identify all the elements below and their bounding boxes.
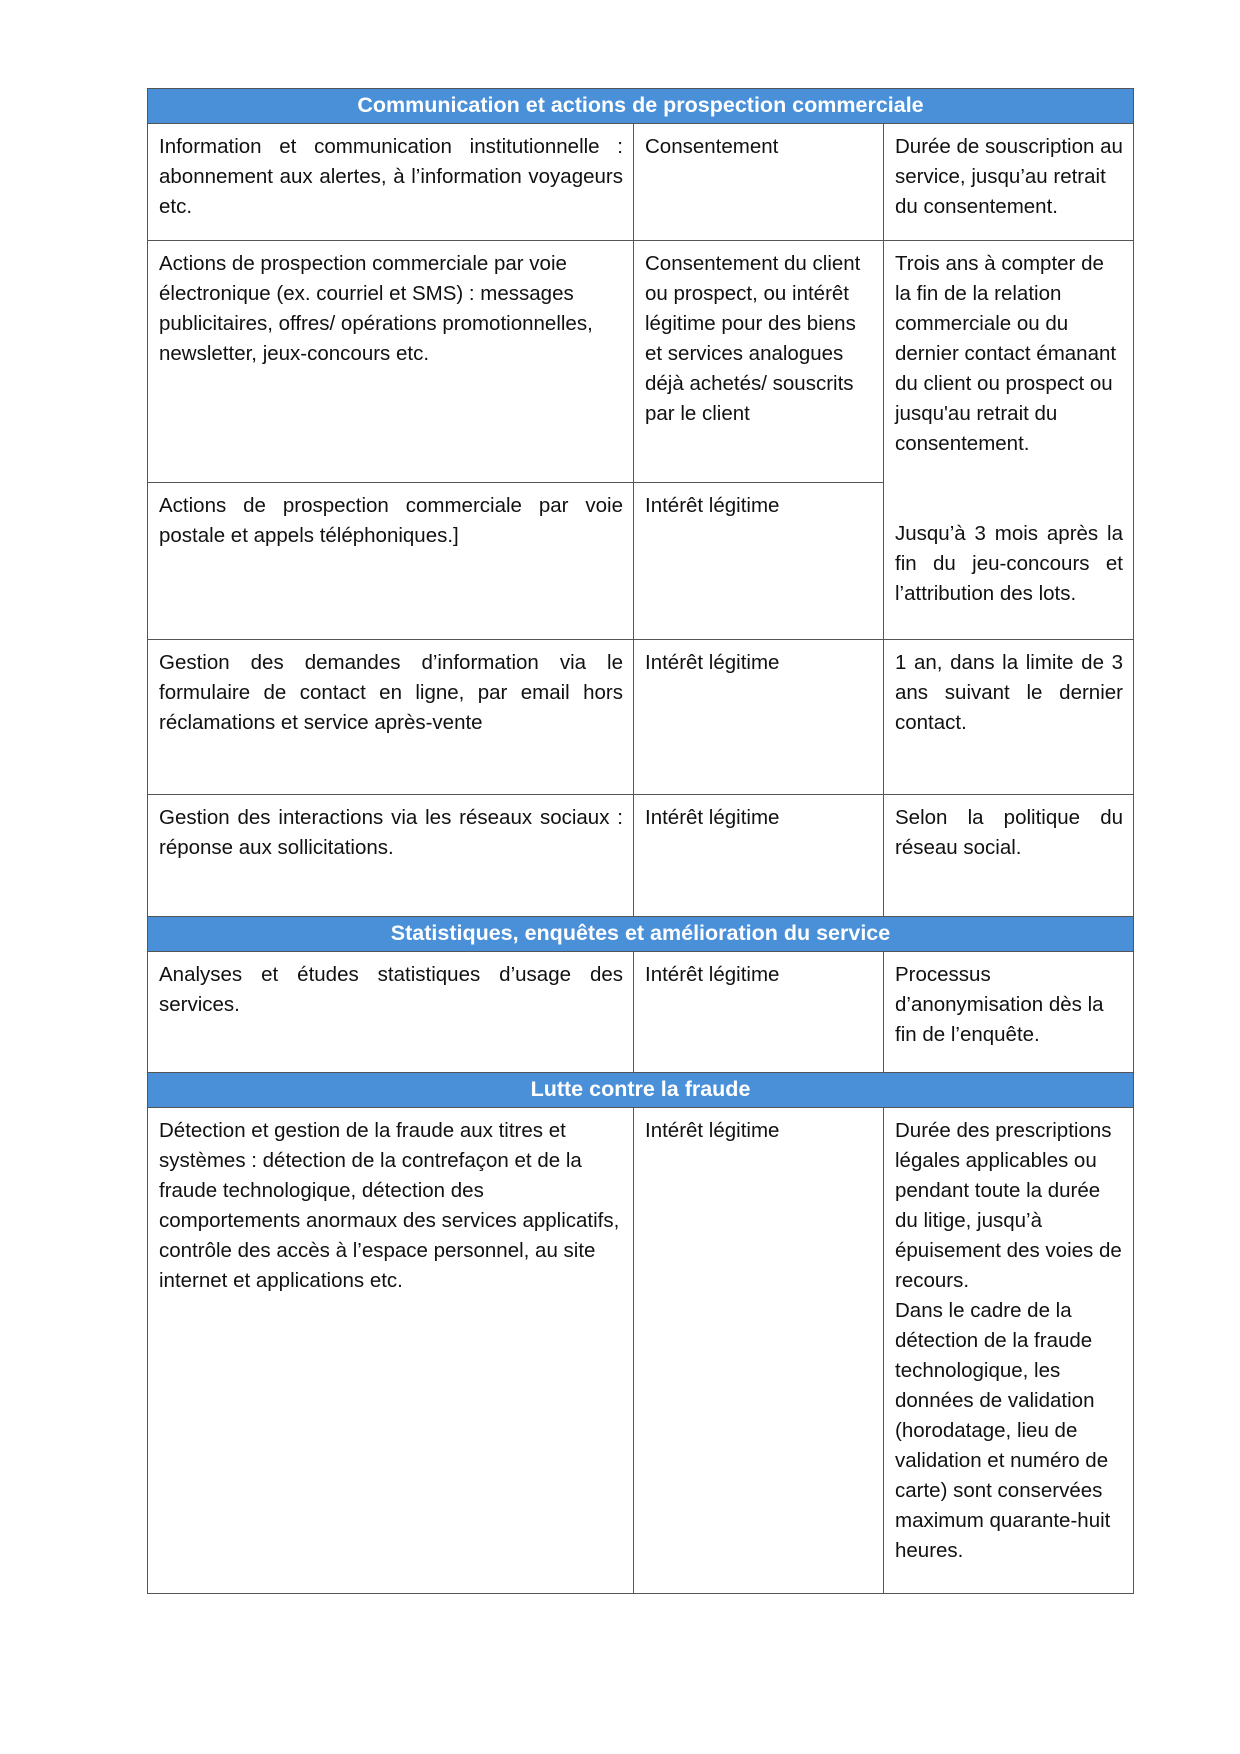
legal-basis-cell: Intérêt légitime <box>634 483 884 640</box>
section-title: Statistiques, enquêtes et amélioration du service <box>148 917 1134 952</box>
retention-text-extra: Jusqu’à 3 mois après la fin du jeu-concours et l’attribution des lots. <box>895 522 1123 605</box>
retention-cell: Durée de souscription au service, jusqu’au retrait du consentement. <box>884 124 1134 241</box>
retention-cell <box>884 241 1134 640</box>
table-row <box>148 640 1134 795</box>
legal-basis-cell: Intérêt légitime <box>634 952 884 1073</box>
purpose-cell: Actions de prospection commerciale par voie postale et appels téléphoniques.] <box>148 483 634 640</box>
legal-basis-cell: Intérêt légitime <box>634 1108 884 1594</box>
purpose-cell: Gestion des demandes d’information via le formulaire de contact en ligne, par email hors réclamations et service après-vente <box>148 640 634 795</box>
section-title: Lutte contre la fraude <box>148 1073 1134 1108</box>
section-header-row <box>148 1073 1134 1108</box>
table-row <box>148 952 1134 1073</box>
table-row <box>148 124 1134 241</box>
purpose-cell: Actions de prospection commerciale par voie électronique (ex. courriel et SMS) : messages publicitaires, offres/ opérations promotionnelles, newsletter, jeux-concours etc. <box>148 241 634 483</box>
legal-basis-cell: Intérêt légitime <box>634 640 884 795</box>
purpose-cell: Analyses et études statistiques d’usage des services. <box>148 952 634 1073</box>
legal-basis-cell: Consentement du client ou prospect, ou intérêt légitime pour des biens et services analogues déjà achetés/ souscrits par le client <box>634 241 884 483</box>
purpose-cell: Gestion des interactions via les réseaux sociaux : réponse aux sollicitations. <box>148 795 634 917</box>
legal-basis-cell: Consentement <box>634 124 884 241</box>
purpose-cell: Information et communication institutionnelle : abonnement aux alertes, à l’information voyageurs etc. <box>148 124 634 241</box>
section-header-row <box>148 917 1134 952</box>
table-row <box>148 1108 1134 1594</box>
purpose-cell: Détection et gestion de la fraude aux titres et systèmes : détection de la contrefaçon et de la fraude technologique, détection des comportements anormaux des services applicatifs, contrôle des accès à l’espace personnel, au site internet et applications etc. <box>148 1108 634 1594</box>
legal-basis-cell: Intérêt légitime <box>634 795 884 917</box>
section-title: Communication et actions de prospection commerciale <box>148 89 1134 124</box>
retention-cell: Selon la politique du réseau social. <box>884 795 1134 917</box>
table-row <box>148 795 1134 917</box>
retention-cell: Processus d’anonymisation dès la fin de l’enquête. <box>884 952 1134 1073</box>
retention-cell <box>884 1108 1134 1594</box>
retention-text: Trois ans à compter de la fin de la relation commerciale ou du dernier contact émanant du client ou prospect ou jusqu'au retrait du consentement. <box>895 252 1117 455</box>
retention-text-extra: Dans le cadre de la détection de la fraude technologique, les données de validation (horodatage, lieu de validation et numéro de carte) sont conservées maximum quarante-huit heures. <box>895 1299 1111 1562</box>
data-processing-table <box>147 88 1134 1594</box>
retention-text: Durée des prescriptions légales applicables ou pendant toute la durée du litige, jusqu’à épuisement des voies de recours. <box>895 1119 1122 1292</box>
retention-cell: 1 an, dans la limite de 3 ans suivant le dernier contact. <box>884 640 1134 795</box>
table-row <box>148 241 1134 483</box>
section-header-row <box>148 89 1134 124</box>
